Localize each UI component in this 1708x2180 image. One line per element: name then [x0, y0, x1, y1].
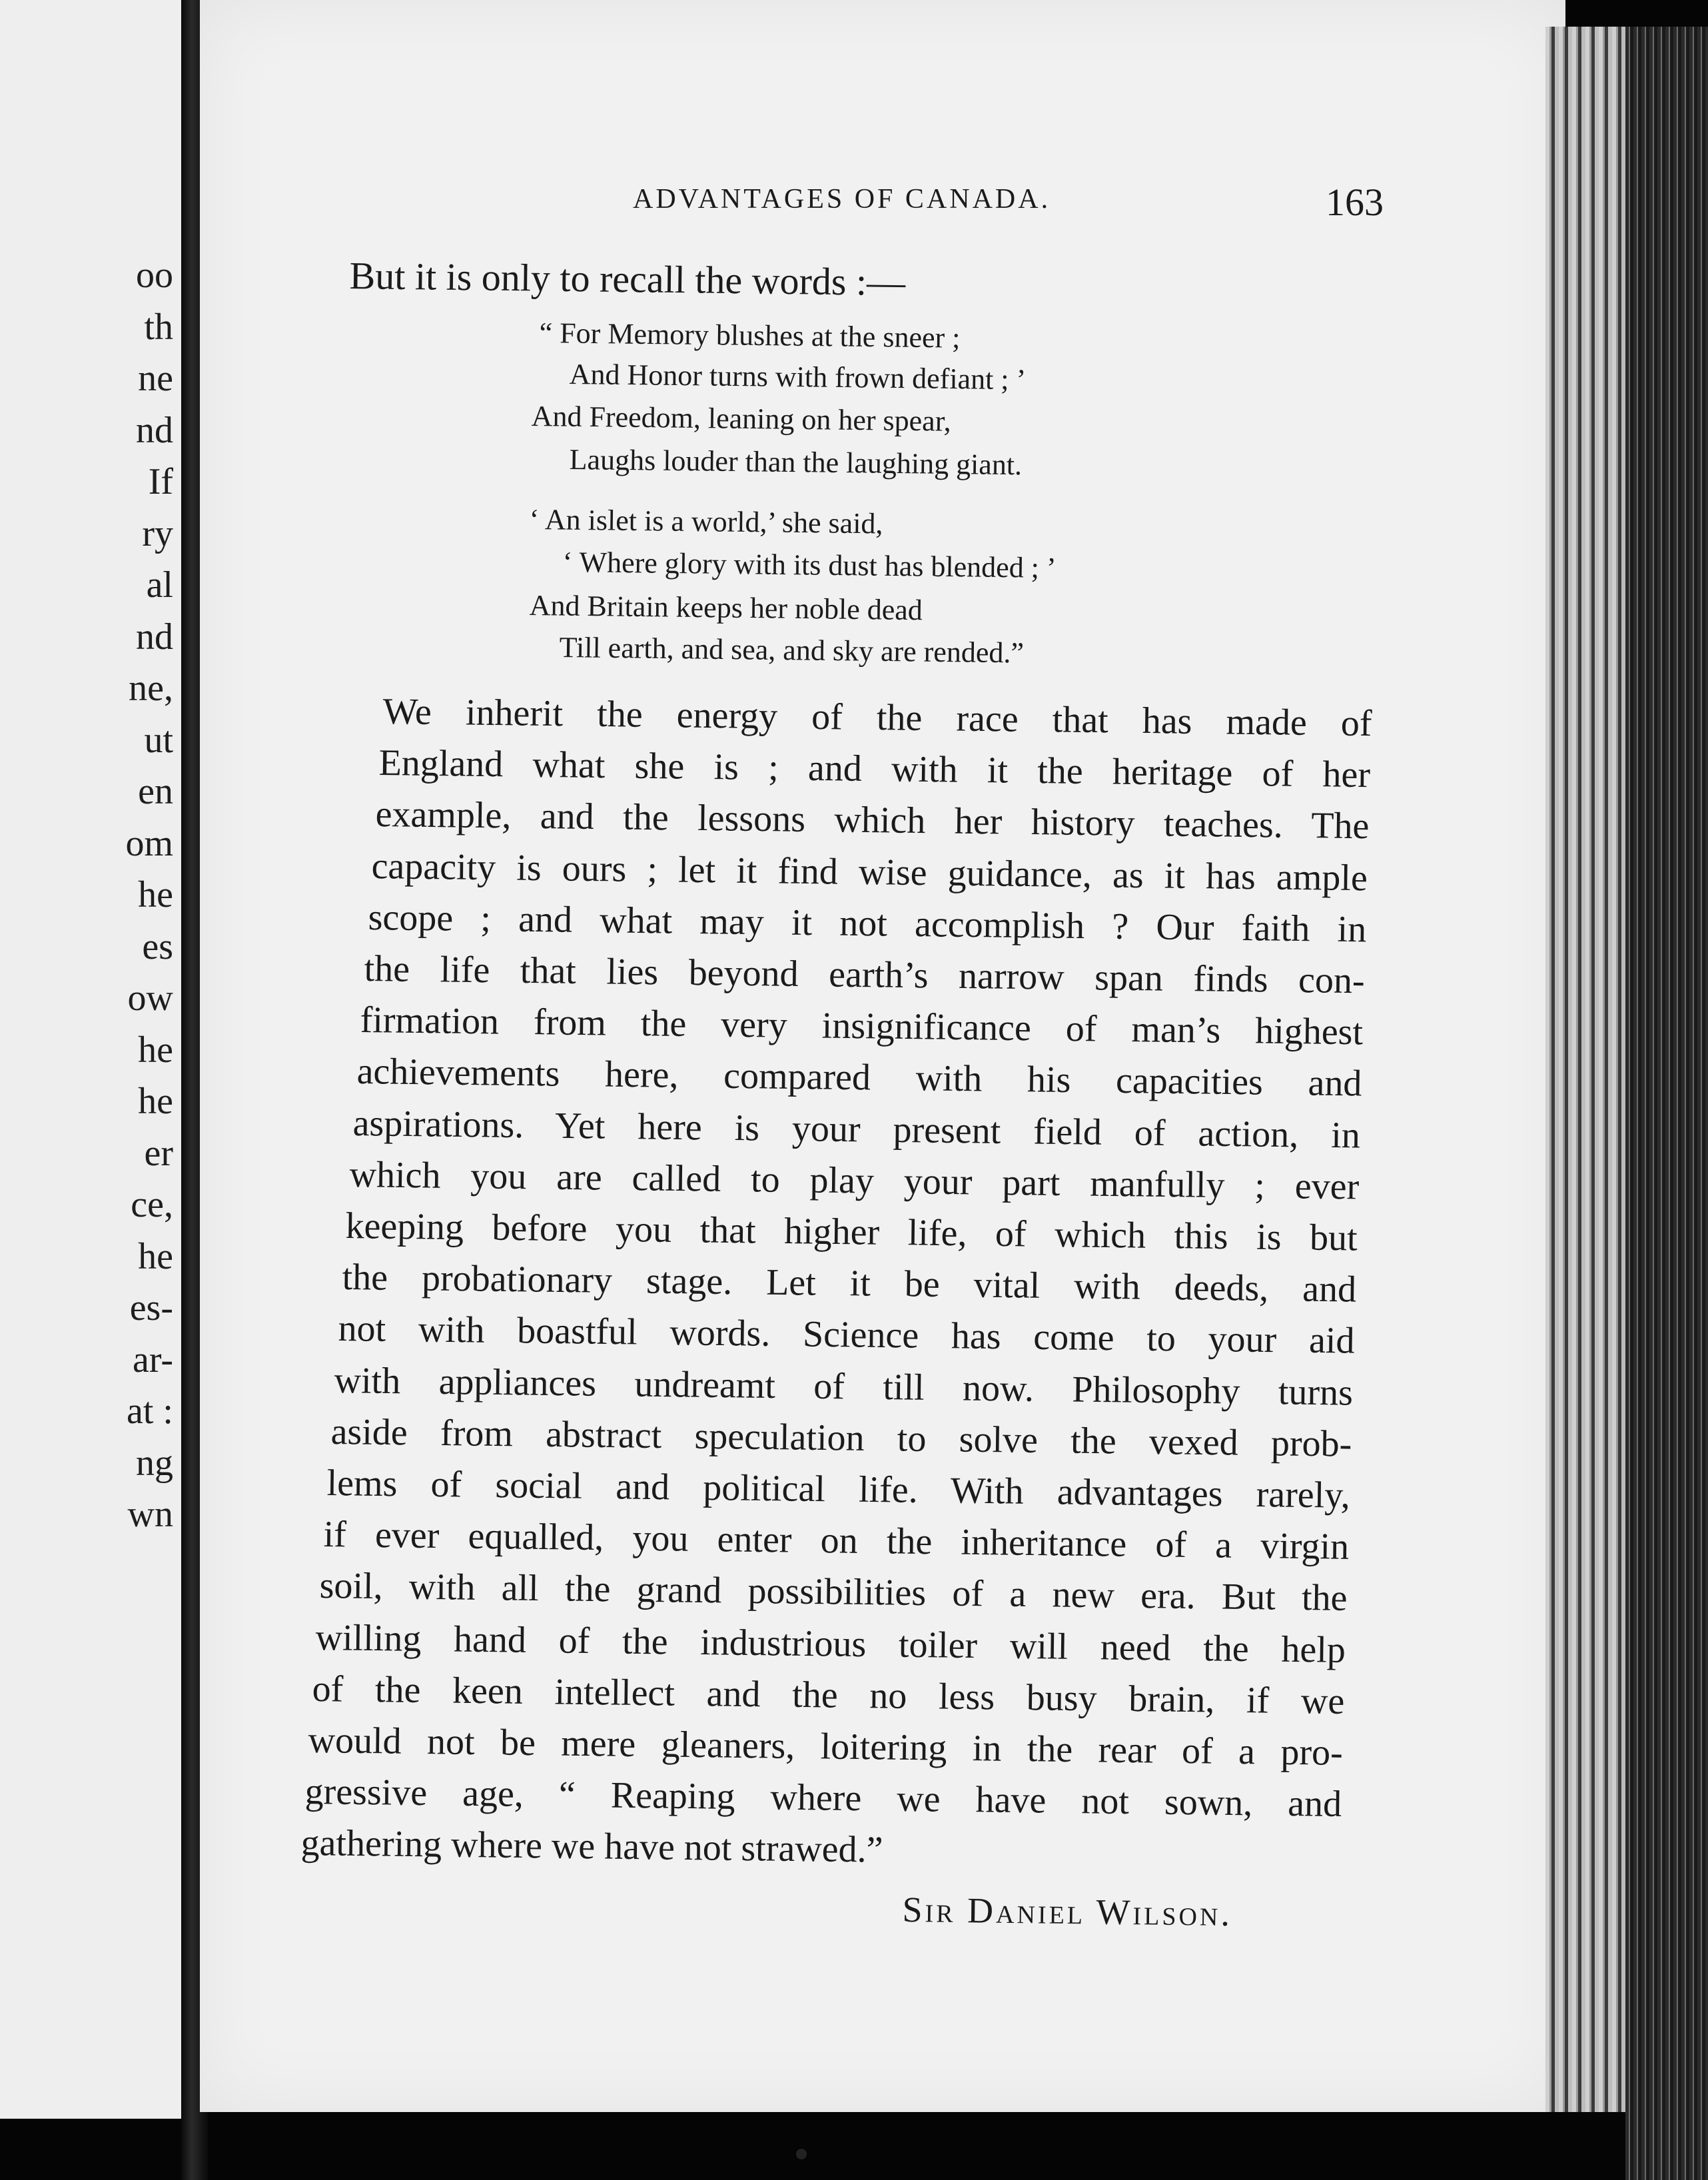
facing-page-fragment: ry	[142, 512, 173, 554]
facing-page-fragment: en	[138, 771, 173, 812]
signature: Sir Daniel Wilson.	[902, 1890, 1233, 1934]
body-line: scope ; and what may it not accomplish ? Our faith in	[367, 896, 1367, 951]
body-line: gressive age, “ Reaping where we have not sown, and	[304, 1771, 1342, 1826]
body-line: which you are called to play your part manfully ; ever	[348, 1153, 1360, 1208]
facing-page-fragment: at :	[127, 1390, 173, 1432]
page-number: 163	[1326, 181, 1384, 224]
verse-line: And Honor turns with frown defiant ; ’	[569, 358, 1027, 396]
verse-line: ‘ Where glory with its dust has blended ; ’	[562, 546, 1057, 585]
facing-page-fragment: ar-	[132, 1339, 173, 1380]
facing-page-fragment: he	[138, 1081, 173, 1122]
facing-page-fragment: al	[146, 564, 173, 606]
facing-page-fragment: er	[144, 1132, 173, 1174]
facing-page-fragment: If	[148, 461, 173, 502]
verse-line: ‘ An islet is a world,’ she said,	[529, 503, 883, 540]
body-line: capacity is ours ; let it find wise guidance, as it has ample	[371, 845, 1368, 899]
facing-page	[0, 0, 185, 2119]
intro-line: But it is only to recall the words :—	[349, 254, 906, 304]
facing-page-fragment: nd	[136, 616, 173, 658]
body-line: We inherit the energy of the race that has made of	[382, 691, 1372, 745]
verse-line: Till earth, and sea, and sky are rended.”	[559, 631, 1025, 670]
facing-page-fragment: es	[142, 925, 173, 967]
body-line: the probationary stage. Let it be vital with deeds, and	[341, 1257, 1356, 1311]
facing-page-fragment: ut	[144, 719, 173, 761]
body-line: aside from abstract speculation to solve the vexed prob-	[330, 1410, 1352, 1465]
body-line: soil, with all the grand possibilities of a new era. But the	[319, 1565, 1348, 1620]
ink-speck	[796, 2149, 807, 2159]
body-line: of the keen intellect and the no less busy brain, if we	[312, 1668, 1345, 1722]
body-line: the life that lies beyond earth’s narrow span finds con-	[364, 948, 1365, 1002]
facing-page-fragment: he	[138, 1235, 173, 1277]
body-line: if ever equalled, you enter on the inheritance of a virgin	[322, 1514, 1349, 1568]
body-line: lems of social and political life. With advantages rarely,	[326, 1462, 1351, 1516]
facing-page-fragment: ow	[127, 977, 173, 1019]
running-head: ADVANTAGES OF CANADA.	[633, 184, 1051, 215]
facing-page-fragment: he	[138, 874, 173, 915]
page-edges-dark	[1625, 27, 1708, 2180]
facing-page-fragment: he	[138, 1029, 173, 1071]
body-line: aspirations. Yet here is your present field of action, in	[352, 1102, 1361, 1157]
body-line: achievements here, compared with his capacities and	[356, 1051, 1362, 1105]
facing-page-fragment: es-	[129, 1287, 173, 1329]
body-line: keeping before you that higher life, of which this is but	[345, 1205, 1358, 1259]
body-line: firmation from the very insignificance of man’s highest	[360, 999, 1364, 1053]
facing-page-fragment: ng	[136, 1442, 173, 1484]
body-line: not with boastful words. Science has come to your aid	[338, 1308, 1355, 1362]
facing-page-fragment: ce,	[131, 1184, 173, 1225]
facing-page-fragment: om	[125, 822, 173, 864]
facing-page-fragment: wn	[127, 1494, 173, 1535]
verse-line: And Freedom, leaning on her spear,	[531, 400, 951, 438]
facing-page-fragment: ne,	[129, 668, 173, 709]
verse-line: “ For Memory blushes at the sneer ;	[539, 316, 961, 354]
body-line: gathering where we have not strawed.”	[300, 1822, 883, 1872]
body-line: willing hand of the industrious toiler will need the help	[315, 1616, 1346, 1671]
facing-page-fragment: oo	[136, 255, 173, 296]
facing-page-fragment: ne	[138, 358, 173, 399]
body-line: England what she is ; and with it the heritage of her	[378, 742, 1371, 796]
body-line: with appliances undreamt of till now. Philosophy turns	[334, 1359, 1354, 1414]
verse-line: Laughs louder than the laughing giant.	[569, 443, 1023, 482]
verse-line: And Britain keeps her noble dead	[529, 589, 923, 627]
facing-page-fragment: th	[144, 306, 173, 348]
body-line: would not be mere gleaners, loitering in the rear of a pro-	[308, 1720, 1344, 1774]
facing-page-fragment: nd	[136, 409, 173, 451]
body-line: example, and the lessons which her history teaches. The	[375, 794, 1370, 847]
